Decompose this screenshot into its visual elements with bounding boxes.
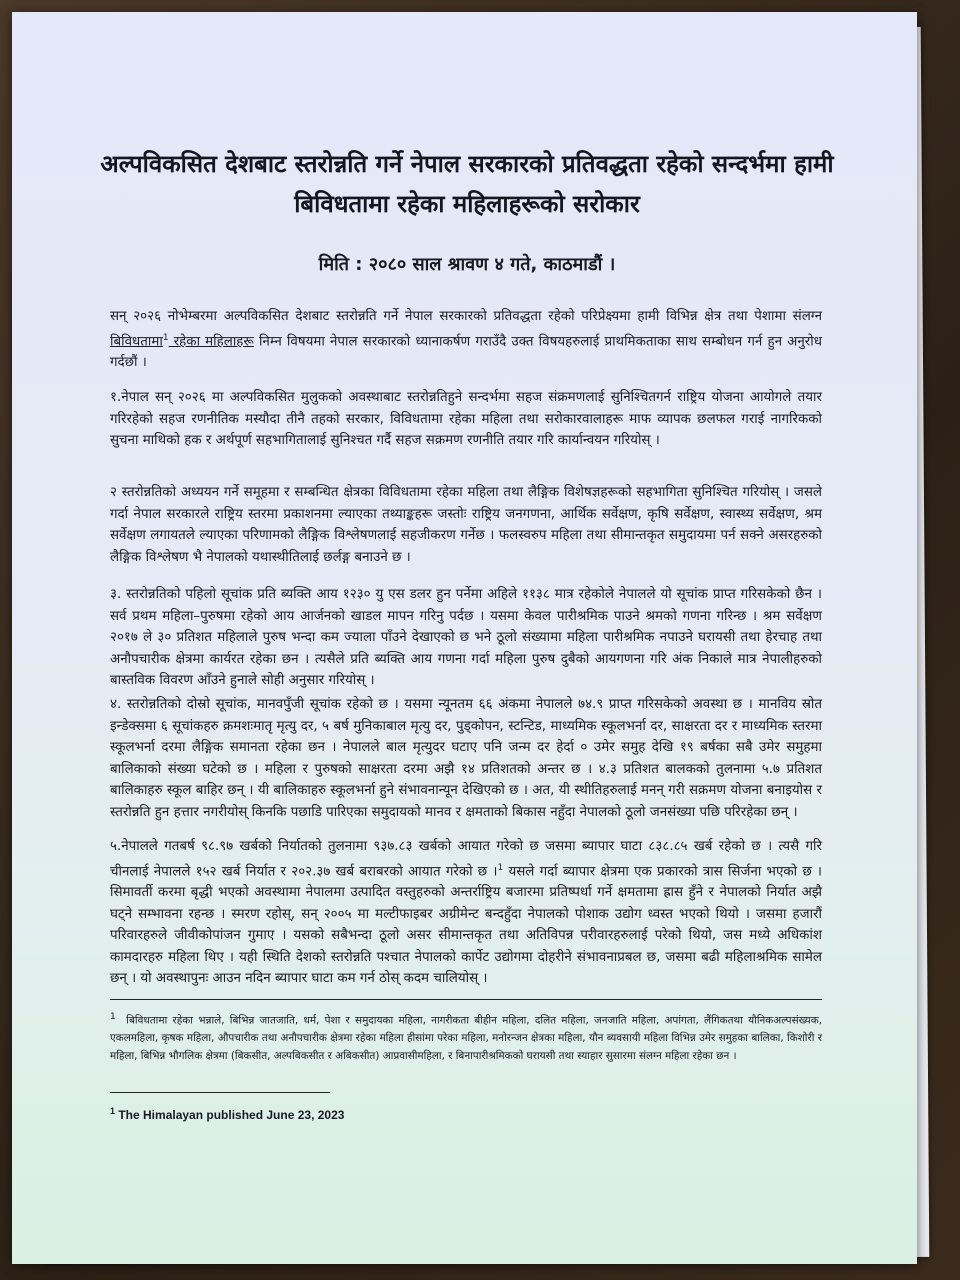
document-page	[12, 12, 917, 1264]
footnote-2-text: The Himalayan published June 23, 2023	[115, 1108, 345, 1122]
intro-part1: सन् २०२६ नोभेम्बरमा अल्पविकसित देशबाट स्तरोन्नति गर्ने नेपाल सरकारको प्रतिवद्धता रहेको परिप्रेक्ष्यमा हामी विभिन्न क्षेत्र तथा पेशामा संलग्न	[110, 309, 822, 324]
intro-paragraph	[110, 306, 822, 374]
document-title: अल्पविकसित देशबाट स्तरोन्नति गर्ने नेपाल सरकारको प्रतिवद्धता रहेको सन्दर्भमा हामी बिविधतामा रहेका महिलाहरूको सरोकार	[100, 150, 834, 218]
footnote-1-marker: 1	[110, 1012, 116, 1022]
paragraph-2: २ स्तरोन्नतिको अध्ययन गर्ने समूहमा र सम्बन्धित क्षेत्रका विविधतामा रहेका महिला तथा लैङ्गिक विशेषज्ञहरूको सहभागिता सुनिश्चित गरियोस् । जसले गर्दा नेपाल सरकारले राष्ट्रिय स्तरमा प्रकाशनमा ल्याएका तथ्याङ्कहरू जस्तोः राष्ट्रिय जनगणना, आर्थिक सर्वेक्षण, कृषि सर्वेक्षण, स्वास्थ्य सर्वेक्षण, श्रम सर्वेक्षण लगायतले ल्याएका परिणामको लैङ्गिक विश्लेषणलाई सहजीकरण गर्नेछ । फलस्वरुप महिला तथा सीमान्तकृत समुदायमा पर्न सक्ने असरहरुको लैङ्गिक विश्लेषण भै नेपालको यथास्थीतिलाई छर्लङ्ग बनाउने छ ।	[110, 485, 822, 565]
paragraph-5-part1: ५.नेपालले गतबर्ष ९८.९७ खर्बको निर्यातको तुलनामा ९३७.८३ खर्बको आयात गरेको छ जसमा ब्यापार घाटा ८३८.८५ खर्ब रहेको छ । त्यसै गरि चीनलाई नेपालले १५२ खर्ब निर्यात र २०२.३७ खर्ब बराबरको आयात गरेको छ ।	[110, 839, 822, 879]
footnote-divider	[110, 999, 822, 1000]
paragraph-1: १.नेपाल सन् २०२६ मा अल्पविकसित मुलुकको अवस्थाबाट स्तरोन्नतिहुने सन्दर्भमा सहज संक्रमणलाई सुनिश्चितगर्न राष्ट्रिय योजना आयोगले तयार गरिरहेको सहज रणनीतिक मस्यौदा तीनै तहको सरकार, विविधतामा रहेका महिला तथा सरोकारवालाहरू माफ व्यापक छलफल गराई नागरिकको सुचना माथिको हक र अर्थपूर्ण सहभागितालाई सुनिश्चत गर्दै सहज सक्रमण रणनीति तयार गरि कार्यान्वयन गरियोस् ।	[110, 390, 822, 448]
footnote-divider-2	[110, 1092, 330, 1093]
paragraph-3: ३. स्तरोन्नतिको पहिलो सूचांक प्रति ब्यक्ति आय १२३० यु एस डलर हुन पर्नेमा अहिले ११३८ मात्र रहेकोले नेपालले यो सूचांक प्राप्त गरिसकेको छैन । सर्व प्रथम महिला–पुरुषमा रहेको आय आर्जनको खाडल मापन गरिनु पर्दछ । यसमा केवल पारीश्रमिक पाउने श्रमको गणना गरिन्छ । श्रम सर्वेक्षण २०१७ ले ३० प्रतिशत महिलाले पुरुष भन्दा कम ज्याला पाँउने देखाएको छ भने ठूलो संख्यामा महिला पारीश्रमिक नपाउने घरायसी तथा हेरचाह तथा अनौपचारीक क्षेत्रमा कार्यरत रहेका छन । त्यसैले प्रति ब्यक्ति आय गणना गर्दा महिला पुरुष दुबैको आयगणना गरि अंक निकाले मात्र नेपालीहरुको बास्तविक विवरण आँउने हुनाले सोही अनुसार गरियोस् ।	[110, 587, 822, 688]
paragraph-5-part2: यसले गर्दा ब्यापार क्षेत्रमा एक प्रकारको त्रास सिर्जना भएको छ । सिमावर्ती करमा बृद्धी भएको अवस्थामा नेपालमा उत्पादित वस्तुहरुको अन्तर्राष्ट्रिय बजारमा प्रतिष्पर्धा गर्ने क्षमतामा ह्रास हुँने र नेपालको निर्यात अझै घट्ने सम्भावना रहन्छ । स्मरण रहोस्, सन् २००५ मा मल्टीफाइबर अग्रीमेन्ट बन्दहुँदा नेपालको पोशाक उद्योग ध्वस्त भएको थियो । जसमा हजारौं परिवारहरुले जीवीकोपांजन गुमाए । यसको सबैभन्दा ठूलो असर सीमान्तकृत तथा अतिविपन्न परीवारहरुलाई परेको थियो, जस मध्ये अधिकांश कामदारहरु महिला थिए । यही स्थिति देशको स्तरोन्नति पश्चात नेपालको कार्पेट उद्योगमा दोहरीने संभावनाप्रबल छ, जसमा बढी महिलाश्रमिक सामेल छन् । यो अवस्थापुनः आउन नदिन ब्यापार घाटा कम गर्न ठोस् कदम चालियोस् ।	[110, 863, 823, 987]
footnote-2-marker: 1	[110, 1106, 116, 1116]
footnote-ref: 1	[162, 332, 169, 343]
footnote-1-text: बिविधतामा रहेका भन्नाले, बिभिन्न जातजाति, धर्म, पेशा र समुदायका महिला, नागरीकता बीहीन महिला, दलित महिला, जनजाति महिला, अपांगता, लैंगिकतथा यौनिकअल्पसंख्यक, एकलमहिला, कृषक महिला, औपचारीक तथा अनौपचारीक क्षेत्रमा रहेका महिला हीसांमा परेका महिला, मनोरन्जन क्षेत्रका महिला, यौन ब्यवसायी महिला विभिन्न उमेर समुहका बालिका, किशोरी र महिला, बिभिन्न भौगलिक क्षेत्रमा (बिकसीत, अल्पबिकसीत र अबिकसीत) आप्रवासीमहिला, र बिनापारीश्रमिकको घरायसी तथा स्याहार सुसारमा संलग्न महिला रहेका छन ।	[110, 1014, 822, 1063]
intro-underlined: बिविधतामा	[110, 333, 163, 349]
footnote-1	[110, 1008, 822, 1065]
intro-underlined-2: रहेका महिलाहरू	[168, 333, 254, 349]
footnote-2	[110, 1102, 822, 1124]
paragraph-4: ४. स्तरोन्नतिको दोस्रो सूचांक, मानवपुँजी सूचांक रहेको छ । यसमा न्यूनतम ६६ अंकमा नेपालले ७४.९ प्राप्त गरिसकेको अवस्था छ । मानविय स्रोत इन्डेक्समा ६ सूचांकहरु क्रमशःमातृ मृत्यु दर, ५ बर्ष मुनिकाबाल मृत्यु दर, पुड्कोपन, स्टन्टिड, माध्यमिक स्कूलभर्ना दर, साक्षरता दर र माध्यमिक स्तरमा स्कूलभर्ना दरमा लैङ्गिक समानता रहेका छन । नेपालले बाल मृत्युदर घटाए पनि जन्म दर हेर्दा ० उमेर समुह देखि १९ बर्षका सबै उमेर समुहमा बालिकाको संख्या घटेको छ । महिला र पुरुषको साक्षरता दरमा अझै १४ प्रतिशतको अन्तर छ । ४.३ प्रतिशत बालकको तुलनामा ५.७ प्रतिशत बालिकाहरु स्कूल बाहिर छन् । यी बालिकाहरु स्कूलभर्ना हुने संभावनान्यून देखिएको छ । अत, यी स्थीतिहरुलाई मनन् गरी सक्रमण योजना बनाइयोस र स्तरोन्नति हुन हत्तार नगरीयोस् किनकि पछाडि पारिएका समुदायको मानव र क्षमताको बिकास नहुँदा नेपालको ठूलो जनसंख्या पछि परिरहेका छन् ।	[110, 697, 822, 820]
footnote-ref-2: 1	[497, 862, 504, 873]
date-line: मिति : २०८० साल श्रावण ४ गते, काठमाडौं ।	[318, 254, 616, 275]
intro-part2: निम्न विषयमा नेपाल सरकारको ध्यानाकर्षण गराउँदै उक्त विषयहरुलाई प्राथमिकताका साथ सम्बोधन गर्न हुन अनुरोध गर्दछौं ।	[110, 333, 822, 371]
paragraph-5	[110, 836, 822, 990]
